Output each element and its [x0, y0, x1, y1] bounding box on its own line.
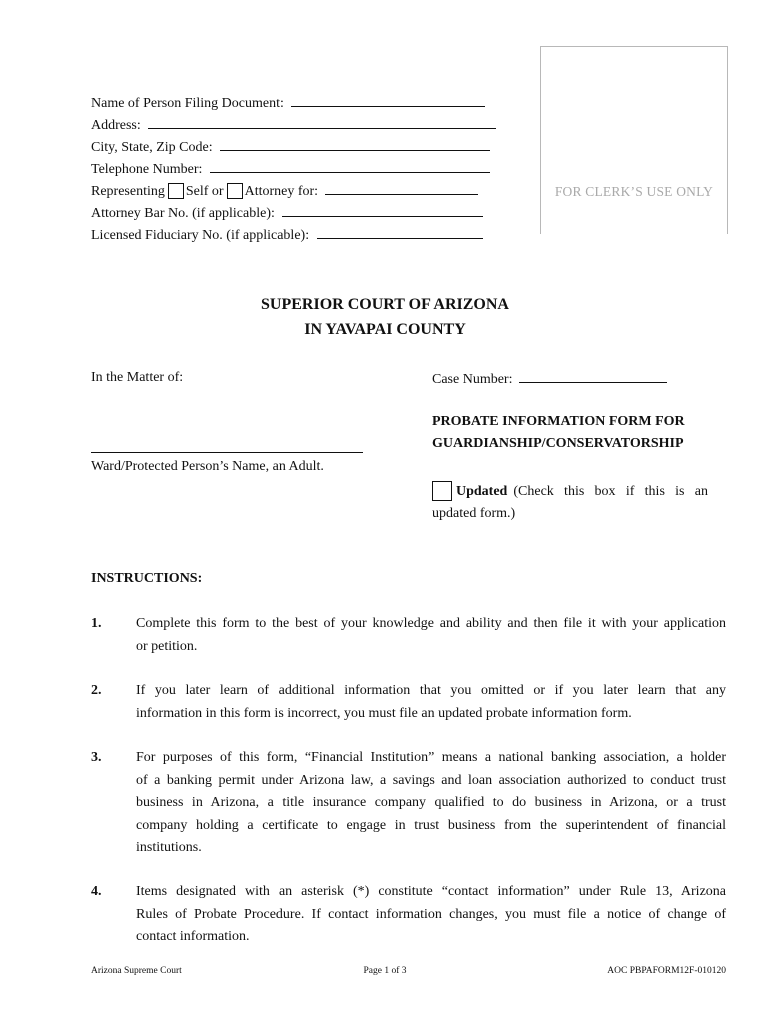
self-checkbox[interactable]: [168, 183, 184, 199]
fiduciary-label: Licensed Fiduciary No. (if applicable):: [91, 228, 310, 243]
in-the-matter-label: In the Matter of:: [91, 370, 184, 385]
representing-label: Representing: [91, 184, 165, 199]
case-number-label: Case Number:: [432, 372, 513, 387]
city-state-zip-label: City, State, Zip Code:: [91, 140, 213, 155]
representing-row: [91, 182, 478, 202]
updated-label: Updated: [456, 484, 508, 499]
instruction-line: For purposes of this form, “Financial Institution” means a national banking association, a holder: [136, 750, 726, 765]
instruction-line: Items designated with an asterisk (*) constitute “contact information” under Rule 13, Arizona: [136, 884, 726, 899]
fiduciary-field[interactable]: [317, 226, 483, 239]
address-field[interactable]: [148, 116, 496, 129]
name-of-filer-row: [91, 94, 485, 114]
court-title-line1: SUPERIOR COURT OF ARIZONA: [261, 296, 509, 313]
attorney-bar-field[interactable]: [282, 204, 483, 217]
name-of-filer-label: Name of Person Filing Document:: [91, 96, 284, 111]
telephone-field[interactable]: [210, 160, 490, 173]
instruction-line: information in this form is incorrect, you must file an updated probate information form.: [136, 705, 632, 721]
telephone-label: Telephone Number:: [91, 162, 203, 177]
clerk-use-label: FOR CLERK’S USE ONLY: [554, 184, 714, 199]
instruction-item-2: [136, 680, 726, 725]
instruction-line: If you later learn of additional information that you omitted or if you later learn that any: [136, 683, 726, 698]
updated-block: [432, 481, 708, 525]
instruction-line: contact information.: [136, 929, 250, 944]
fiduciary-row: [91, 226, 483, 246]
footer-form-code: AOC PBPAFORM12F-010120: [607, 966, 726, 976]
instruction-line: Complete this form to the best of your knowledge and ability and then file it with your application: [136, 616, 726, 631]
city-state-zip-field[interactable]: [220, 138, 490, 151]
ward-caption: Ward/Protected Person’s Name, an Adult.: [91, 459, 324, 474]
updated-instruction-cont: updated form.): [432, 506, 516, 521]
footer-left: Arizona Supreme Court: [91, 966, 182, 976]
instruction-line: Rules of Probate Procedure. If contact information changes, you must file a notice of change of: [136, 906, 726, 922]
instruction-number: 1.: [91, 616, 102, 631]
attorney-for-label: Attorney for:: [244, 184, 319, 199]
attorney-bar-label: Attorney Bar No. (if applicable):: [91, 206, 275, 221]
court-title-line2: IN YAVAPAI COUNTY: [304, 321, 466, 338]
instruction-number: 3.: [91, 750, 102, 765]
instruction-number: 4.: [91, 884, 102, 899]
telephone-row: [91, 160, 490, 180]
instruction-line: company holding a certificate to engage in trust business from the superintendent of financial: [136, 817, 726, 833]
updated-instruction: (Check this box if this is an: [513, 484, 708, 499]
attorney-checkbox[interactable]: [227, 183, 243, 199]
instruction-item-3: [136, 747, 726, 860]
instruction-line: of a banking permit under Arizona law, a savings and loan association authorized to conduct trust: [136, 772, 726, 788]
case-number-field[interactable]: [519, 370, 667, 383]
address-row: [91, 116, 496, 136]
attorney-for-field[interactable]: [325, 182, 478, 195]
city-state-zip-row: [91, 138, 490, 158]
address-label: Address:: [91, 118, 141, 133]
ward-name-field[interactable]: [91, 442, 363, 453]
footer-page-number: Page 1 of 3: [363, 966, 407, 976]
instruction-line: institutions.: [136, 840, 202, 855]
self-label: Self or: [185, 184, 224, 199]
instruction-item-4: [136, 881, 726, 949]
attorney-bar-row: [91, 204, 483, 224]
case-number-row: [432, 370, 667, 388]
instruction-number: 2.: [91, 683, 102, 698]
instruction-line: business in Arizona, a title insurance company qualified to do business in Arizona, or a trust: [136, 795, 726, 810]
form-title-line2: GUARDIANSHIP/CONSERVATORSHIP: [432, 436, 684, 451]
updated-checkbox[interactable]: [432, 481, 452, 501]
instruction-item-1: [136, 613, 726, 658]
clerk-use-box: [540, 46, 728, 234]
instruction-line: or petition.: [136, 638, 198, 654]
name-of-filer-field[interactable]: [291, 94, 485, 107]
form-title-line1: PROBATE INFORMATION FORM FOR: [432, 414, 685, 429]
instructions-heading: INSTRUCTIONS:: [91, 571, 203, 586]
